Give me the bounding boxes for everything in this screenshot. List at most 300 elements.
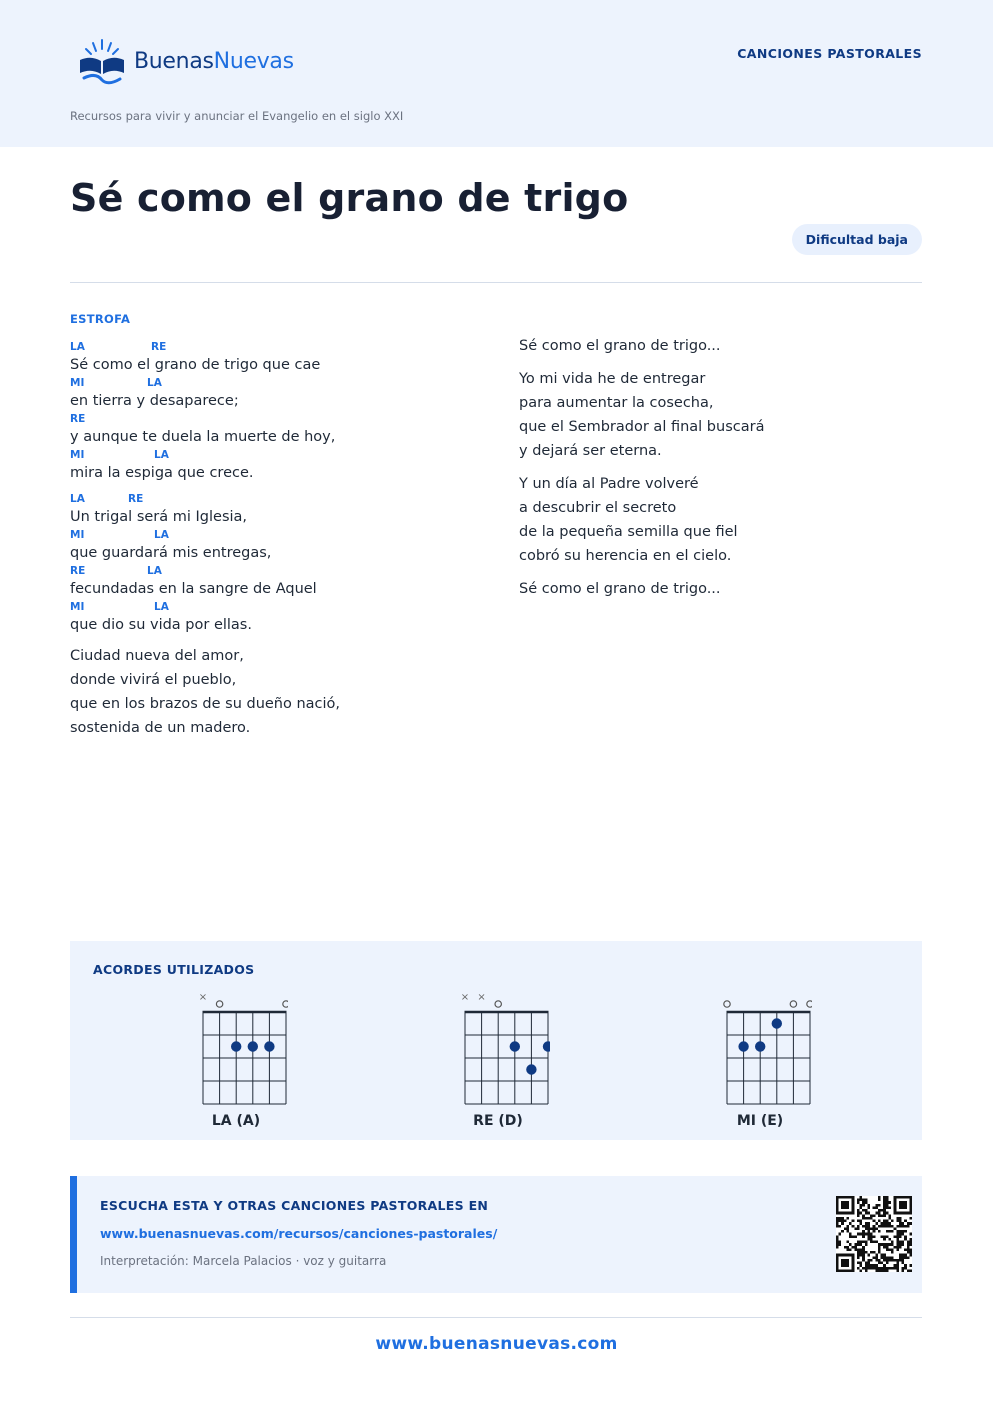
- qr-module: [875, 1269, 878, 1272]
- qr-module: [891, 1248, 894, 1251]
- qr-module: [878, 1267, 881, 1270]
- qr-module: [883, 1269, 886, 1272]
- qr-module: [896, 1259, 899, 1262]
- qr-module: [888, 1225, 891, 1228]
- qr-module: [839, 1225, 842, 1228]
- qr-module: [846, 1225, 849, 1228]
- qr-module: [841, 1230, 844, 1233]
- qr-module: [881, 1225, 884, 1228]
- qr-module: [836, 1241, 839, 1244]
- qr-module: [867, 1212, 870, 1215]
- qr-module: [839, 1243, 842, 1246]
- qr-module: [849, 1248, 852, 1251]
- qr-module: [881, 1243, 884, 1246]
- qr-module: [873, 1235, 876, 1238]
- qr-module: [860, 1243, 863, 1246]
- qr-module: [867, 1254, 870, 1257]
- qr-module: [857, 1220, 860, 1223]
- open-book-sunrise-icon: [76, 36, 128, 88]
- chord-diagram-mi: [708, 989, 828, 1134]
- qr-module: [836, 1235, 839, 1238]
- qr-module: [867, 1230, 870, 1233]
- qr-module: [899, 1230, 902, 1233]
- lyric-text: Yo mi vida he de entregar: [519, 371, 706, 387]
- open-string-marker: [790, 1001, 796, 1007]
- brand-name-part2: Nuevas: [213, 49, 294, 74]
- qr-module: [888, 1214, 891, 1217]
- lyric-text: Sé como el grano de trigo que cae: [70, 357, 321, 373]
- qr-module: [907, 1269, 910, 1272]
- qr-module: [860, 1222, 863, 1225]
- qr-module: [849, 1233, 852, 1236]
- qr-module: [909, 1243, 912, 1246]
- qr-module: [846, 1246, 849, 1249]
- qr-module: [896, 1225, 899, 1228]
- qr-module: [870, 1241, 873, 1244]
- lyric-line: [70, 412, 490, 448]
- song-title: Sé como el grano de trigo: [70, 176, 629, 220]
- qr-module: [870, 1259, 873, 1262]
- qr-module: [878, 1204, 881, 1207]
- qr-module: [873, 1230, 876, 1233]
- chord-name: LA (A): [211, 1113, 261, 1129]
- qr-module: [891, 1251, 894, 1254]
- qr-module: [891, 1241, 894, 1244]
- qr-module: [878, 1199, 881, 1202]
- qr-module: [899, 1241, 902, 1244]
- qr-module: [888, 1256, 891, 1259]
- qr-module: [860, 1199, 863, 1202]
- qr-module: [909, 1222, 912, 1225]
- qr-module: [899, 1243, 902, 1246]
- qr-module: [875, 1264, 878, 1267]
- qr-module: [857, 1262, 860, 1265]
- qr-module: [904, 1238, 907, 1241]
- qr-module: [904, 1264, 907, 1267]
- qr-module: [896, 1241, 899, 1244]
- qr-module: [867, 1262, 870, 1265]
- finger-dot: [738, 1041, 748, 1051]
- qr-module: [883, 1238, 886, 1241]
- qr-module: [867, 1235, 870, 1238]
- qr-module: [909, 1248, 912, 1251]
- qr-module: [857, 1267, 860, 1270]
- qr-module: [860, 1220, 863, 1223]
- qr-module: [886, 1243, 889, 1246]
- qr-module: [883, 1264, 886, 1267]
- qr-module: [883, 1235, 886, 1238]
- finger-dot: [543, 1041, 550, 1051]
- qr-module: [878, 1196, 881, 1199]
- qr-module: [849, 1235, 852, 1238]
- chord-diagram-re: [446, 989, 566, 1134]
- qr-module: [862, 1199, 865, 1202]
- qr-module: [902, 1254, 905, 1257]
- qr-module: [896, 1269, 899, 1272]
- qr-module: [857, 1243, 860, 1246]
- qr-module: [909, 1238, 912, 1241]
- qr-module: [904, 1248, 907, 1251]
- qr-module: [865, 1233, 868, 1236]
- qr-module: [836, 1222, 839, 1225]
- brand-name-part1: Buenas: [134, 49, 214, 74]
- qr-module: [867, 1233, 870, 1236]
- qr-module: [862, 1214, 865, 1217]
- qr-module: [862, 1233, 865, 1236]
- qr-module: [886, 1246, 889, 1249]
- chord-label: LA: [70, 341, 85, 353]
- qr-module: [883, 1222, 886, 1225]
- open-string-marker: [216, 1001, 222, 1007]
- qr-module: [907, 1246, 910, 1249]
- qr-module: [891, 1225, 894, 1228]
- qr-module: [886, 1204, 889, 1207]
- chord-label: LA: [154, 449, 169, 461]
- qr-module: [899, 1220, 902, 1223]
- lyric-line: [70, 376, 490, 412]
- qr-module: [886, 1262, 889, 1265]
- qr-module: [888, 1230, 891, 1233]
- qr-module: [878, 1259, 881, 1262]
- qr-module: [902, 1256, 905, 1259]
- qr-module: [860, 1269, 863, 1272]
- qr-module: [860, 1204, 863, 1207]
- qr-finder-inner: [899, 1201, 907, 1209]
- qr-module: [862, 1248, 865, 1251]
- lyrics-right-column: [519, 334, 919, 610]
- qr-code-icon[interactable]: [836, 1196, 912, 1272]
- qr-module: [909, 1269, 912, 1272]
- qr-module: [878, 1209, 881, 1212]
- qr-module: [860, 1248, 863, 1251]
- qr-module: [904, 1256, 907, 1259]
- qr-module: [857, 1251, 860, 1254]
- qr-module: [862, 1235, 865, 1238]
- qr-module: [862, 1217, 865, 1220]
- qr-module: [862, 1204, 865, 1207]
- qr-module: [865, 1217, 868, 1220]
- qr-module: [857, 1248, 860, 1251]
- qr-module: [867, 1206, 870, 1209]
- qr-module: [883, 1214, 886, 1217]
- qr-module: [881, 1235, 884, 1238]
- chord-label: LA: [70, 493, 85, 505]
- qr-module: [867, 1227, 870, 1230]
- qr-module: [862, 1251, 865, 1254]
- brand-logo[interactable]: [76, 36, 294, 88]
- qr-module: [883, 1220, 886, 1223]
- lyric-line: [70, 600, 490, 636]
- qr-module: [904, 1235, 907, 1238]
- qr-module: [875, 1241, 878, 1244]
- qr-module: [860, 1251, 863, 1254]
- qr-module: [852, 1246, 855, 1249]
- qr-module: [875, 1256, 878, 1259]
- qr-module: [867, 1204, 870, 1207]
- qr-module: [907, 1225, 910, 1228]
- qr-module: [857, 1199, 860, 1202]
- lyric-line: [70, 528, 490, 564]
- open-string-marker: [807, 1001, 812, 1007]
- qr-module: [873, 1227, 876, 1230]
- lyric-text: a descubrir el secreto: [519, 500, 677, 516]
- qr-module: [846, 1230, 849, 1233]
- qr-module: [886, 1256, 889, 1259]
- lyric-text: que el Sembrador al final buscará: [519, 419, 765, 435]
- finger-dot: [231, 1041, 241, 1051]
- qr-module: [909, 1217, 912, 1220]
- finger-dot: [755, 1041, 765, 1051]
- qr-module: [867, 1222, 870, 1225]
- qr-module: [891, 1230, 894, 1233]
- header-category: CANCIONES PASTORALES: [737, 46, 922, 61]
- chords-panel-title: ACORDES UTILIZADOS: [93, 962, 255, 977]
- lyrics-left-column: [70, 340, 490, 740]
- qr-module: [870, 1264, 873, 1267]
- listen-panel: [70, 1176, 922, 1293]
- qr-module: [857, 1225, 860, 1228]
- qr-module: [881, 1254, 884, 1257]
- lyric-text: para aumentar la cosecha,: [519, 395, 714, 411]
- qr-module: [839, 1241, 842, 1244]
- qr-module: [909, 1264, 912, 1267]
- qr-module: [867, 1264, 870, 1267]
- qr-module: [891, 1259, 894, 1262]
- lyric-paragraph: [519, 367, 919, 463]
- qr-module: [886, 1220, 889, 1223]
- lyric-line: [70, 492, 490, 528]
- qr-module: [883, 1243, 886, 1246]
- qr-module: [873, 1214, 876, 1217]
- qr-module: [873, 1241, 876, 1244]
- qr-module: [873, 1220, 876, 1223]
- qr-module: [881, 1256, 884, 1259]
- qr-module: [865, 1227, 868, 1230]
- qr-module: [881, 1269, 884, 1272]
- chord-name: MI (E): [736, 1113, 784, 1129]
- qr-module: [865, 1264, 868, 1267]
- qr-module: [865, 1243, 868, 1246]
- qr-module: [846, 1248, 849, 1251]
- qr-module: [888, 1248, 891, 1251]
- qr-module: [862, 1209, 865, 1212]
- chord-label: MI: [70, 601, 85, 613]
- qr-module: [875, 1227, 878, 1230]
- footer-link[interactable]: www.buenasnuevas.com: [375, 1334, 618, 1354]
- qr-module: [909, 1241, 912, 1244]
- qr-module: [878, 1212, 881, 1215]
- qr-module: [852, 1220, 855, 1223]
- qr-module: [883, 1225, 886, 1228]
- qr-module: [839, 1233, 842, 1236]
- chord-grid: [446, 989, 550, 1109]
- qr-module: [878, 1214, 881, 1217]
- qr-module: [860, 1262, 863, 1265]
- qr-module: [883, 1254, 886, 1257]
- qr-module: [854, 1248, 857, 1251]
- qr-module: [881, 1214, 884, 1217]
- qr-module: [886, 1201, 889, 1204]
- qr-module: [896, 1238, 899, 1241]
- listen-link[interactable]: www.buenasnuevas.com/recursos/canciones-pastorales/: [100, 1226, 498, 1241]
- qr-module: [846, 1217, 849, 1220]
- lyric-text: y aunque te duela la muerte de hoy,: [70, 429, 336, 445]
- qr-module: [883, 1209, 886, 1212]
- qr-module: [888, 1201, 891, 1204]
- qr-module: [867, 1225, 870, 1228]
- qr-module: [907, 1241, 910, 1244]
- qr-module: [862, 1246, 865, 1249]
- qr-module: [907, 1248, 910, 1251]
- qr-module: [899, 1254, 902, 1257]
- lyric-text: que dio su vida por ellas.: [70, 617, 252, 633]
- qr-module: [854, 1227, 857, 1230]
- qr-module: [862, 1201, 865, 1204]
- chord-label: RE: [70, 565, 86, 577]
- performer-credit: Interpretación: Marcela Palacios · voz y guitarra: [100, 1254, 387, 1268]
- qr-module: [870, 1227, 873, 1230]
- qr-module: [844, 1220, 847, 1223]
- qr-module: [846, 1227, 849, 1230]
- qr-module: [888, 1206, 891, 1209]
- qr-module: [878, 1248, 881, 1251]
- qr-module: [881, 1262, 884, 1265]
- qr-module: [904, 1267, 907, 1270]
- section-label: ESTROFA: [70, 312, 131, 326]
- brand-name: [134, 51, 294, 73]
- title-divider: [70, 282, 922, 283]
- qr-module: [899, 1222, 902, 1225]
- finger-dot: [526, 1064, 536, 1074]
- qr-module: [891, 1267, 894, 1270]
- qr-module: [854, 1243, 857, 1246]
- qr-finder-inner: [841, 1259, 849, 1267]
- qr-module: [883, 1267, 886, 1270]
- qr-module: [875, 1212, 878, 1215]
- qr-module: [886, 1225, 889, 1228]
- lyric-text: Ciudad nueva del amor,: [70, 648, 244, 664]
- qr-module: [894, 1267, 897, 1270]
- page-header: [0, 0, 993, 147]
- qr-module: [902, 1262, 905, 1265]
- qr-module: [894, 1227, 897, 1230]
- qr-module: [862, 1267, 865, 1270]
- listen-title: ESCUCHA ESTA Y OTRAS CANCIONES PASTORALES EN: [100, 1198, 489, 1213]
- lyric-paragraph: [519, 334, 919, 358]
- qr-module: [886, 1248, 889, 1251]
- qr-module: [836, 1225, 839, 1228]
- qr-module: [886, 1199, 889, 1202]
- open-string-marker: [283, 1001, 288, 1007]
- qr-module: [907, 1222, 910, 1225]
- open-string-marker: [495, 1001, 501, 1007]
- qr-module: [902, 1222, 905, 1225]
- qr-module: [902, 1259, 905, 1262]
- finger-dot: [248, 1041, 258, 1051]
- qr-module: [907, 1251, 910, 1254]
- qr-module: [888, 1243, 891, 1246]
- qr-module: [878, 1220, 881, 1223]
- chord-label: RE: [70, 413, 86, 425]
- qr-module: [857, 1212, 860, 1215]
- qr-module: [896, 1264, 899, 1267]
- chord-diagram-la: [184, 989, 304, 1134]
- lyric-text: Sé como el grano de trigo...: [519, 581, 721, 597]
- qr-module: [865, 1222, 868, 1225]
- qr-module: [899, 1225, 902, 1228]
- qr-module: [870, 1235, 873, 1238]
- qr-module: [888, 1267, 891, 1270]
- qr-module: [904, 1225, 907, 1228]
- qr-module: [857, 1233, 860, 1236]
- finger-dot: [772, 1018, 782, 1028]
- chord-label: RE: [128, 493, 144, 505]
- qr-module: [886, 1267, 889, 1270]
- qr-module: [886, 1212, 889, 1215]
- qr-module: [875, 1206, 878, 1209]
- qr-module: [865, 1269, 868, 1272]
- qr-module: [896, 1262, 899, 1265]
- qr-module: [865, 1251, 868, 1254]
- lyric-line: [70, 340, 490, 376]
- qr-module: [862, 1254, 865, 1257]
- chord-label: LA: [154, 529, 169, 541]
- lyric-text: y dejará ser eterna.: [519, 443, 662, 459]
- qr-module: [849, 1243, 852, 1246]
- qr-module: [865, 1262, 868, 1265]
- qr-module: [867, 1267, 870, 1270]
- qr-module: [902, 1267, 905, 1270]
- qr-module: [883, 1201, 886, 1204]
- chord-label: RE: [151, 341, 167, 353]
- qr-module: [878, 1251, 881, 1254]
- qr-module: [862, 1256, 865, 1259]
- muted-string-marker: ×: [477, 992, 486, 1003]
- qr-module: [865, 1199, 868, 1202]
- qr-module: [888, 1259, 891, 1262]
- qr-module: [894, 1246, 897, 1249]
- qr-module: [860, 1206, 863, 1209]
- qr-module: [846, 1241, 849, 1244]
- chord-label: LA: [147, 377, 162, 389]
- qr-module: [857, 1214, 860, 1217]
- qr-module: [896, 1267, 899, 1270]
- qr-module: [862, 1225, 865, 1228]
- qr-module: [839, 1217, 842, 1220]
- lyric-text: Y un día al Padre volveré: [519, 476, 699, 492]
- qr-module: [886, 1269, 889, 1272]
- lyric-paragraph: [519, 577, 919, 601]
- qr-module: [909, 1254, 912, 1257]
- qr-module: [891, 1220, 894, 1223]
- qr-module: [875, 1259, 878, 1262]
- qr-module: [899, 1259, 902, 1262]
- qr-module: [894, 1264, 897, 1267]
- qr-module: [886, 1196, 889, 1199]
- qr-module: [888, 1238, 891, 1241]
- qr-module: [865, 1225, 868, 1228]
- footer-divider: [70, 1317, 922, 1318]
- qr-module: [883, 1206, 886, 1209]
- qr-module: [878, 1243, 881, 1246]
- qr-module: [870, 1251, 873, 1254]
- qr-module: [883, 1196, 886, 1199]
- lyric-text: sostenida de un madero.: [70, 720, 251, 736]
- qr-module: [883, 1259, 886, 1262]
- qr-module: [904, 1230, 907, 1233]
- qr-module: [836, 1246, 839, 1249]
- qr-module: [860, 1254, 863, 1257]
